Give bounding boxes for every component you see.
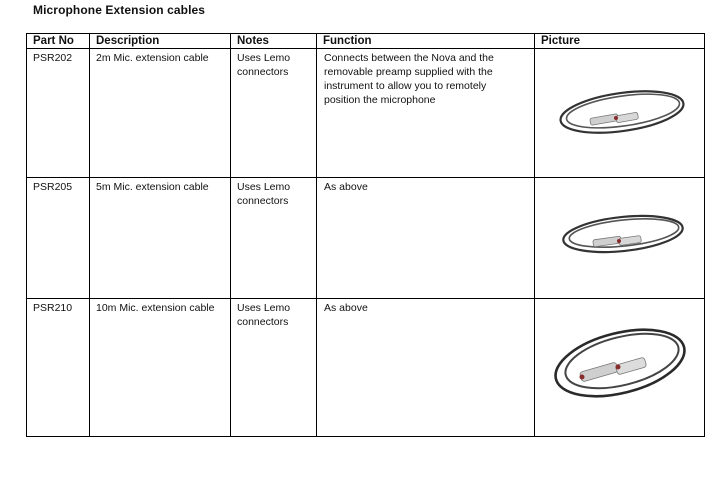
description-cell: 10m Mic. extension cable — [90, 299, 231, 437]
notes-line: connectors — [237, 316, 289, 328]
function-line: Connects between the Nova and the — [324, 52, 494, 64]
function-line: As above — [324, 181, 368, 193]
notes-line: Uses Lemo — [237, 302, 291, 314]
function-cell — [317, 299, 535, 437]
cable-coil-icon — [542, 317, 692, 417]
section-title: Microphone Extension cables — [33, 3, 206, 17]
function-line: As above — [324, 302, 368, 314]
part-no-cell: PSR205 — [27, 178, 90, 299]
header-description: Description — [90, 34, 231, 49]
table-row — [27, 178, 705, 299]
function-cell — [317, 178, 535, 299]
cables-table — [26, 33, 705, 437]
notes-line: connectors — [237, 195, 289, 207]
notes-cell — [231, 49, 317, 178]
table-row — [27, 299, 705, 437]
notes-line: connectors — [237, 66, 289, 78]
cable-coil-icon — [552, 84, 692, 144]
header-notes: Notes — [231, 34, 317, 49]
notes-cell — [231, 299, 317, 437]
table-row — [27, 49, 705, 178]
header-picture: Picture — [535, 34, 705, 49]
function-line: position the microphone — [324, 94, 436, 106]
part-no-cell: PSR210 — [27, 299, 90, 437]
picture-cell — [535, 49, 705, 178]
description-cell: 5m Mic. extension cable — [90, 178, 231, 299]
header-part-no: Part No — [27, 34, 90, 49]
picture-cell — [535, 299, 705, 437]
picture-cell — [535, 178, 705, 299]
header-function: Function — [317, 34, 535, 49]
function-line: removable preamp supplied with the — [324, 66, 493, 78]
notes-cell — [231, 178, 317, 299]
description-cell: 2m Mic. extension cable — [90, 49, 231, 178]
header-row — [27, 34, 705, 49]
function-cell — [317, 49, 535, 178]
cable-coil-icon — [553, 208, 693, 264]
function-line: instrument to allow you to remotely — [324, 80, 487, 92]
notes-line: Uses Lemo — [237, 52, 291, 64]
part-no-cell: PSR202 — [27, 49, 90, 178]
notes-line: Uses Lemo — [237, 181, 291, 193]
